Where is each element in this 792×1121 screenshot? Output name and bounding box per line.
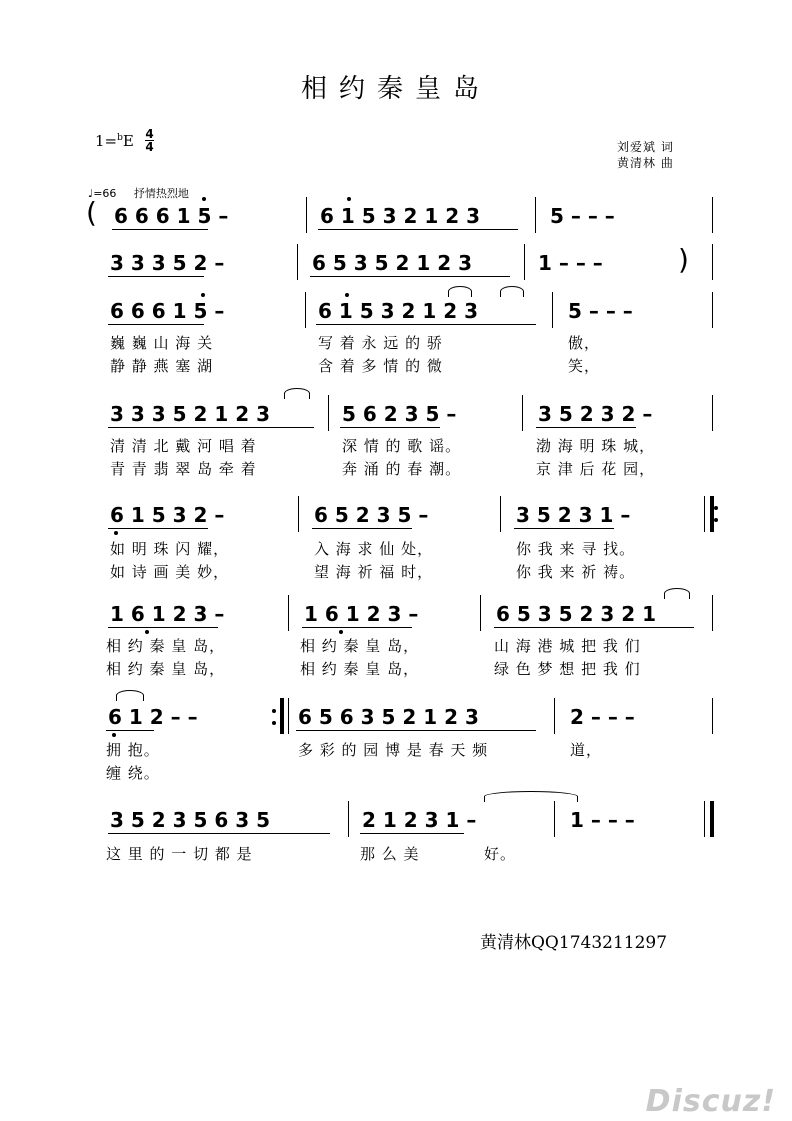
lyric-line-1: 入 海 求 仙 处，	[314, 540, 434, 558]
slur	[500, 286, 524, 297]
measure-notes: 6 1 2 – –	[108, 705, 198, 729]
time-top: 4	[145, 127, 154, 141]
lyric-line-2: 相 约 秦 皇 岛，	[300, 660, 420, 678]
underline-beam	[494, 627, 694, 628]
barline	[288, 595, 289, 631]
lyric-line-2: 相 约 秦 皇 岛，	[106, 660, 226, 678]
measure-notes: 5 – – –	[550, 204, 615, 228]
barline	[500, 496, 501, 532]
measure-notes: 6 1 5 3 2 –	[110, 503, 225, 527]
lyric-line-2: 绿 色 梦 想 把 我 们	[494, 660, 641, 678]
key-signature	[95, 132, 134, 150]
final-barline-thick	[710, 801, 714, 837]
barline	[348, 801, 349, 837]
lyric-line-1: 这 里 的 一 切 都 是	[106, 845, 253, 863]
measure-notes: 6 5 2 3 5 –	[314, 503, 429, 527]
underline-beam	[318, 229, 518, 230]
octave-dot-high	[345, 293, 349, 297]
lyric-line-2: 你 我 来 祈 祷。	[516, 563, 636, 581]
barline	[712, 395, 713, 431]
lyric-line-1: 巍 巍 山 海 关	[110, 334, 214, 352]
lyric-line-1: 拥 抱。	[106, 741, 160, 759]
lyric-line-1: 相 约 秦 皇 岛，	[300, 637, 420, 655]
slur	[116, 690, 144, 701]
barline	[712, 244, 713, 280]
repeat-barline-thick	[280, 698, 284, 734]
measure-notes: 6 6 6 1 5 –	[110, 299, 225, 323]
octave-dot-low	[339, 630, 343, 634]
underline-beam	[536, 427, 636, 428]
repeat-barline	[288, 698, 289, 734]
lyric-line-1: 渤 海 明 珠 城，	[536, 437, 656, 455]
octave-dot-low	[112, 733, 116, 737]
lyric-line-1: 好。	[484, 845, 517, 863]
page-title: 相约秦皇岛	[300, 74, 491, 104]
measure-notes: 6 5 3 5 2 3 2 1	[496, 602, 657, 626]
underline-beam	[112, 229, 208, 230]
measure-notes: 3 5 2 3 1 –	[516, 503, 631, 527]
lyric-line-1: 写 着 永 远 的 骄	[318, 334, 443, 352]
barline	[297, 244, 298, 280]
barline	[554, 801, 555, 837]
barline	[554, 698, 555, 734]
octave-dot-high	[202, 197, 206, 201]
author-signature: 黄清林QQ1743211297	[480, 933, 668, 953]
lyric-line-1: 你 我 来 寻 找。	[516, 540, 636, 558]
watermark-logo: Discuz!	[645, 1084, 776, 1119]
tempo-mark	[88, 185, 189, 201]
key-note: E	[122, 132, 134, 150]
lyric-line-1: 相 约 秦 皇 岛，	[106, 637, 226, 655]
repeat-barline	[704, 496, 705, 532]
lyric-line-2: 青 青 翡 翠 岛 牵 着	[110, 460, 257, 478]
underline-beam	[514, 528, 614, 529]
barline	[712, 595, 713, 631]
underline-beam	[296, 730, 536, 731]
measure-notes: 3 5 2 3 2 –	[538, 402, 653, 426]
measure-notes: 3 5 2 3 5 6 3 5	[110, 808, 271, 832]
barline	[298, 496, 299, 532]
lyric-line-2: 如 诗 画 美 妙，	[110, 563, 230, 581]
underline-beam	[108, 324, 204, 325]
repeat-barline-thick	[710, 496, 714, 532]
slur	[664, 588, 690, 599]
octave-dot-high	[347, 197, 351, 201]
slur	[284, 388, 310, 399]
measure-notes: 6 5 3 5 2 1 2 3	[312, 251, 473, 275]
lyric-line-1: 清 清 北 戴 河 唱 着	[110, 437, 257, 455]
octave-dot-high	[201, 293, 205, 297]
underline-beam	[310, 276, 510, 277]
lyric-line-2: 奔 涌 的 春 潮。	[342, 460, 462, 478]
expression-text: 抒情热烈地	[133, 187, 189, 200]
measure-notes: 1 – – –	[570, 808, 635, 832]
final-barline	[704, 801, 705, 837]
barline	[328, 395, 329, 431]
tempo-value: ♩=66	[88, 187, 117, 200]
octave-dot-low	[114, 531, 118, 535]
time-signature	[145, 128, 154, 153]
lyric-line-2: 含 着 多 情 的 微	[318, 357, 443, 375]
measure-notes: 6 1 5 3 2 1 2 3	[318, 299, 479, 323]
underline-beam	[108, 427, 314, 428]
lyric-line-2: 京 津 后 花 园，	[536, 460, 656, 478]
measure-notes: 5 6 2 3 5 –	[342, 402, 457, 426]
repeat-dot	[714, 506, 718, 510]
measure-notes: 1 – – –	[538, 251, 603, 275]
barline	[712, 292, 713, 328]
underline-beam	[302, 627, 412, 628]
barline	[306, 197, 307, 233]
lyric-line-1: 深 情 的 歌 谣。	[342, 437, 462, 455]
lyric-line-2: 笑，	[568, 357, 601, 375]
lyric-line-1: 如 明 珠 闪 耀，	[110, 540, 230, 558]
measure-notes: 6 5 6 3 5 2 1 2 3	[298, 705, 479, 729]
repeat-paren-close: )	[678, 243, 689, 276]
measure-notes: 6 1 5 3 2 1 2 3	[320, 204, 481, 228]
barline	[524, 244, 525, 280]
measure-notes: 1 6 1 2 3 –	[304, 602, 419, 626]
composer: 黄清林 曲	[617, 156, 674, 170]
measure-notes: 2 1 2 3 1 –	[362, 808, 477, 832]
lyric-line-1: 那 么 美	[360, 845, 420, 863]
barline	[535, 197, 536, 233]
measure-notes: 1 6 1 2 3 –	[110, 602, 225, 626]
time-bottom: 4	[145, 140, 154, 154]
underline-beam	[312, 528, 412, 529]
barline	[712, 197, 713, 233]
underline-beam	[108, 528, 208, 529]
underline-beam	[340, 427, 440, 428]
lyricist: 刘爱斌 词	[617, 140, 674, 154]
measure-notes: 3 3 3 5 2 –	[110, 251, 225, 275]
lyric-line-1: 傲，	[568, 334, 601, 352]
repeat-dot	[272, 709, 276, 713]
slur	[448, 286, 472, 297]
measure-notes: 2 – – –	[570, 705, 635, 729]
underline-beam	[108, 627, 218, 628]
lyric-line-1: 道，	[570, 741, 603, 759]
flat-sign: b	[117, 133, 123, 143]
underline-beam	[106, 730, 154, 731]
barline	[305, 292, 306, 328]
underline-beam	[360, 833, 464, 834]
barline	[480, 595, 481, 631]
barline	[552, 292, 553, 328]
lyric-line-1: 山 海 港 城 把 我 们	[494, 637, 641, 655]
lyric-line-1: 多 彩 的 园 博 是 春 天 频	[298, 741, 489, 759]
barline	[522, 395, 523, 431]
octave-dot-low	[145, 630, 149, 634]
repeat-dot	[714, 518, 718, 522]
underline-beam	[108, 833, 330, 834]
lyric-line-2: 静 静 燕 塞 湖	[110, 357, 214, 375]
measure-notes: 3 3 3 5 2 1 2 3	[110, 402, 271, 426]
repeat-dot	[272, 721, 276, 725]
key-prefix: 1=	[95, 132, 118, 150]
measure-notes: 5 – – –	[568, 299, 633, 323]
repeat-paren-open: (	[86, 196, 97, 229]
lyric-line-2: 缠 绕。	[106, 764, 160, 782]
underline-beam	[316, 324, 536, 325]
barline	[712, 698, 713, 734]
underline-beam	[108, 276, 204, 277]
lyric-line-2: 望 海 祈 福 时，	[314, 563, 434, 581]
measure-notes: 6 6 6 1 5 –	[114, 204, 229, 228]
tie	[484, 791, 578, 802]
